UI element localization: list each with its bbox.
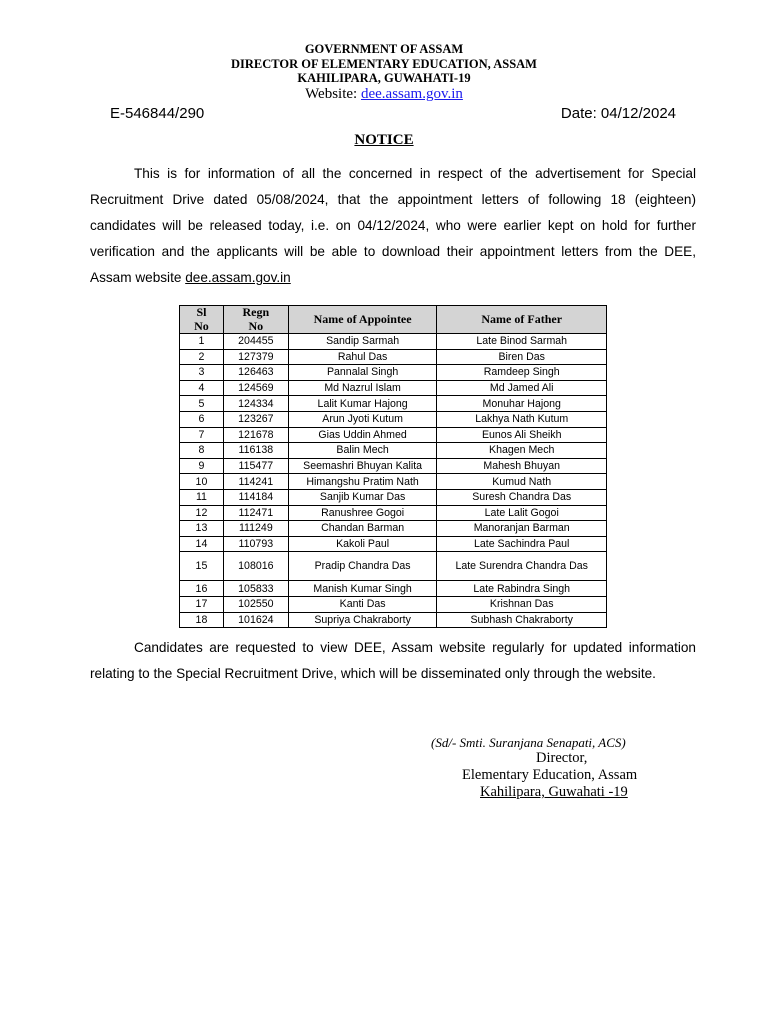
cell-sl-no: 9 (180, 458, 224, 474)
cell-regn-no: 121678 (223, 427, 288, 443)
cell-father: Monuhar Hajong (437, 396, 607, 412)
cell-father: Eunos Ali Sheikh (437, 427, 607, 443)
cell-father: Khagen Mech (437, 443, 607, 459)
table-row (180, 552, 607, 581)
signature-sd-line: (Sd/- Smti. Suranjana Senapati, ACS) (431, 735, 626, 750)
cell-father: Manoranjan Barman (437, 521, 607, 537)
header-word: No (194, 318, 209, 333)
cell-appointee: Pannalal Singh (288, 365, 437, 381)
table-row (180, 458, 607, 474)
cell-appointee: Sandip Sarmah (288, 334, 437, 350)
table-body (180, 334, 607, 628)
website-link[interactable]: dee.assam.gov.in (360, 86, 463, 102)
cell-appointee: Supriya Chakraborty (288, 612, 437, 628)
header-word: Regn (242, 305, 270, 319)
cell-regn-no: 124569 (223, 380, 288, 396)
cell-appointee: Ranushree Gogoi (288, 505, 437, 521)
cell-sl-no: 1 (180, 334, 224, 350)
header-regn-no (223, 306, 288, 334)
cell-appointee: Pradip Chandra Das (288, 552, 437, 581)
cell-appointee: Arun Jyoti Kutum (288, 411, 437, 427)
paragraph-2-text: Candidates are requested to view DEE, Assam website regularly for updated information relating to the Special Recruitment Drive, which will be disseminated only through the website. (90, 640, 696, 681)
notice-title: NOTICE (354, 132, 414, 148)
header-word: No (248, 318, 264, 333)
cell-regn-no: 105833 (223, 581, 288, 597)
cell-father: Late Surendra Chandra Das (437, 552, 607, 581)
header-word: Sl (196, 305, 207, 319)
cell-sl-no: 18 (180, 612, 224, 628)
table-row (180, 581, 607, 597)
table-row (180, 612, 607, 628)
cell-sl-no: 15 (180, 552, 224, 581)
table-row (180, 427, 607, 443)
website-line (0, 85, 768, 103)
cell-regn-no: 114184 (223, 489, 288, 505)
table-row (180, 334, 607, 350)
cell-appointee: Sanjib Kumar Das (288, 489, 437, 505)
cell-regn-no: 116138 (223, 443, 288, 459)
signature-designation: Director, (536, 750, 588, 766)
cell-regn-no: 108016 (223, 552, 288, 581)
cell-sl-no: 10 (180, 474, 224, 490)
cell-sl-no: 5 (180, 396, 224, 412)
cell-sl-no: 2 (180, 349, 224, 365)
cell-sl-no: 3 (180, 365, 224, 381)
cell-regn-no: 126463 (223, 365, 288, 381)
cell-sl-no: 8 (180, 443, 224, 459)
cell-appointee: Seemashri Bhuyan Kalita (288, 458, 437, 474)
cell-father: Lakhya Nath Kutum (437, 411, 607, 427)
cell-sl-no: 16 (180, 581, 224, 597)
cell-father: Biren Das (437, 349, 607, 365)
header-name-of-father: Name of Father (437, 306, 607, 334)
cell-sl-no: 11 (180, 489, 224, 505)
table-row (180, 349, 607, 365)
cell-regn-no: 124334 (223, 396, 288, 412)
notice-paragraph-1 (90, 161, 696, 291)
table-row (180, 505, 607, 521)
cell-father: Kumud Nath (437, 474, 607, 490)
table-row (180, 443, 607, 459)
table-header-row (180, 306, 607, 334)
cell-sl-no: 7 (180, 427, 224, 443)
table-row (180, 474, 607, 490)
cell-regn-no: 204455 (223, 334, 288, 350)
cell-sl-no: 12 (180, 505, 224, 521)
cell-regn-no: 110793 (223, 536, 288, 552)
notice-paragraph-2 (90, 635, 696, 687)
cell-regn-no: 115477 (223, 458, 288, 474)
cell-appointee: Gias Uddin Ahmed (288, 427, 437, 443)
cell-appointee: Chandan Barman (288, 521, 437, 537)
table-row (180, 536, 607, 552)
header-line-address: KAHILIPARA, GUWAHATI-19 (297, 71, 471, 85)
table-row (180, 596, 607, 612)
cell-father: Suresh Chandra Das (437, 489, 607, 505)
cell-regn-no: 102550 (223, 596, 288, 612)
cell-sl-no: 4 (180, 380, 224, 396)
table-row (180, 380, 607, 396)
header-line-government: GOVERNMENT OF ASSAM (304, 42, 464, 56)
cell-regn-no: 114241 (223, 474, 288, 490)
cell-appointee: Kakoli Paul (288, 536, 437, 552)
cell-father: Subhash Chakraborty (437, 612, 607, 628)
cell-regn-no: 127379 (223, 349, 288, 365)
cell-appointee: Rahul Das (288, 349, 437, 365)
table-row (180, 411, 607, 427)
cell-sl-no: 6 (180, 411, 224, 427)
header-line-director: DIRECTOR OF ELEMENTARY EDUCATION, ASSAM (231, 57, 537, 71)
cell-regn-no: 123267 (223, 411, 288, 427)
cell-appointee: Kanti Das (288, 596, 437, 612)
cell-appointee: Lalit Kumar Hajong (288, 396, 437, 412)
header-name-of-appointee: Name of Appointee (288, 306, 437, 334)
cell-regn-no: 101624 (223, 612, 288, 628)
table-row (180, 489, 607, 505)
cell-sl-no: 14 (180, 536, 224, 552)
paragraph-1-text: This is for information of all the concerned in respect of the advertisement for Special Recruitment Drive dated 05/08/2024, that the appointment letters of following 18 (eighteen) candidates will be released today, i.e. on 04/12/2024, who were earlier kept on hold for further verification and the applicants will be able to download their appointment letters from the DEE, Assam website (90, 166, 696, 285)
signature-address: Kahilipara, Guwahati -19 (480, 784, 628, 800)
cell-sl-no: 17 (180, 596, 224, 612)
cell-appointee: Md Nazrul Islam (288, 380, 437, 396)
website-label: Website: (305, 86, 361, 102)
cell-father: Late Binod Sarmah (437, 334, 607, 350)
cell-father: Late Lalit Gogoi (437, 505, 607, 521)
cell-father: Mahesh Bhuyan (437, 458, 607, 474)
cell-father: Krishnan Das (437, 596, 607, 612)
cell-sl-no: 13 (180, 521, 224, 537)
cell-father: Ramdeep Singh (437, 365, 607, 381)
cell-father: Late Rabindra Singh (437, 581, 607, 597)
cell-appointee: Balin Mech (288, 443, 437, 459)
cell-appointee: Himangshu Pratim Nath (288, 474, 437, 490)
cell-regn-no: 111249 (223, 521, 288, 537)
reference-number: E-546844/290 (110, 105, 205, 122)
table-row (180, 365, 607, 381)
table-row (180, 396, 607, 412)
paragraph-1-url[interactable]: dee.assam.gov.in (185, 270, 291, 285)
table-row (180, 521, 607, 537)
candidates-table (179, 305, 607, 628)
header-sl-no (180, 306, 224, 334)
cell-father: Late Sachindra Paul (437, 536, 607, 552)
cell-father: Md Jamed Ali (437, 380, 607, 396)
signature-department: Elementary Education, Assam (462, 767, 638, 783)
notice-date: Date: 04/12/2024 (560, 105, 676, 122)
cell-appointee: Manish Kumar Singh (288, 581, 437, 597)
cell-regn-no: 112471 (223, 505, 288, 521)
